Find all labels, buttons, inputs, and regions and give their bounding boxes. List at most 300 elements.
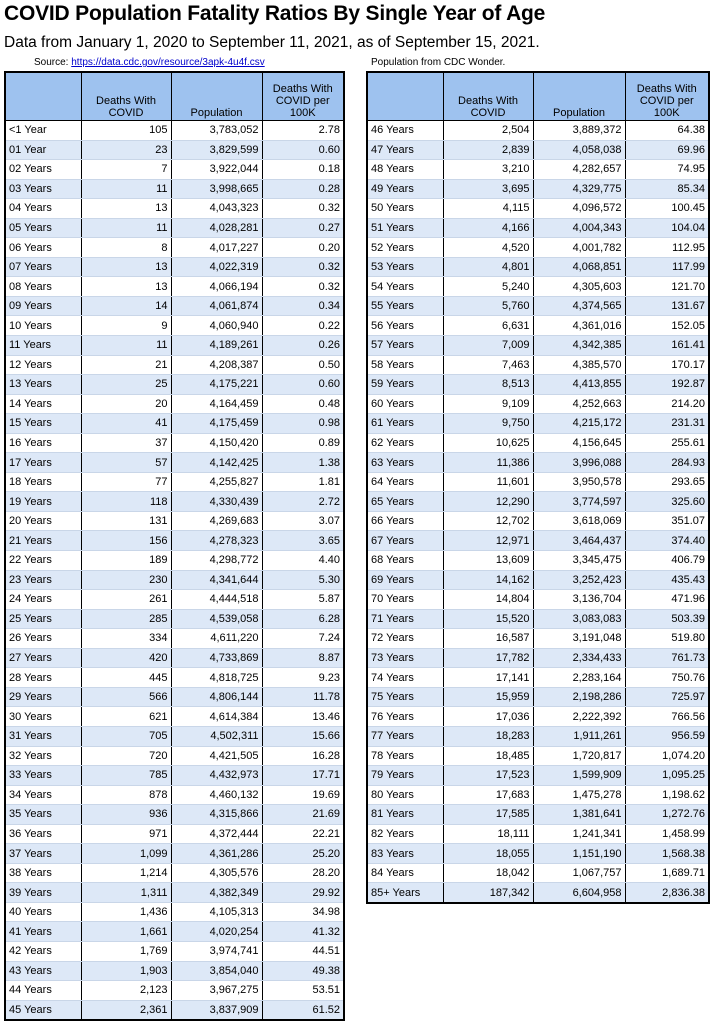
population-cell: 4,001,782 [533,238,625,258]
table-row [5,453,344,473]
age-cell: 46 Years [367,121,443,141]
table-row [367,160,709,180]
deaths-cell: 17,036 [443,707,533,727]
deaths-cell: 566 [81,687,171,707]
age-cell: 37 Years [5,844,81,864]
rate-cell: 503.39 [625,609,709,629]
deaths-cell: 2,361 [81,1000,171,1020]
population-cell: 4,733,869 [171,648,262,668]
population-cell: 4,150,420 [171,433,262,453]
table-row [5,551,344,571]
age-cell: 71 Years [367,609,443,629]
table-row [5,199,344,219]
population-cell: 4,156,645 [533,433,625,453]
deaths-cell: 9,109 [443,394,533,414]
rate-cell: 1.38 [262,453,344,473]
population-cell: 4,017,227 [171,238,262,258]
rate-cell: 2.72 [262,492,344,512]
table-row [5,785,344,805]
table-row [5,824,344,844]
table-row [5,629,344,649]
population-cell: 3,889,372 [533,121,625,141]
table-row [367,531,709,551]
table-row [5,844,344,864]
rate-cell: 766.56 [625,707,709,727]
table-row [5,707,344,727]
population-cell: 3,996,088 [533,453,625,473]
table-row [5,277,344,297]
population-cell: 4,413,855 [533,375,625,395]
deaths-cell: 41 [81,414,171,434]
age-cell: 76 Years [367,707,443,727]
deaths-cell: 1,099 [81,844,171,864]
population-cell: 4,385,570 [533,355,625,375]
population-cell: 4,208,387 [171,355,262,375]
table-row [5,609,344,629]
population-cell: 1,911,261 [533,726,625,746]
table-row [367,668,709,688]
rate-cell: 4.40 [262,551,344,571]
age-cell: 53 Years [367,257,443,277]
population-cell: 4,068,851 [533,257,625,277]
deaths-cell: 7 [81,160,171,180]
rate-cell: 28.20 [262,863,344,883]
deaths-cell: 3,210 [443,160,533,180]
age-cell: 01 Year [5,140,81,160]
deaths-cell: 705 [81,726,171,746]
population-cell: 4,298,772 [171,551,262,571]
table-row [5,902,344,922]
deaths-cell: 285 [81,609,171,629]
deaths-cell: 10,625 [443,433,533,453]
population-cell: 4,282,657 [533,160,625,180]
population-cell: 1,599,909 [533,766,625,786]
age-cell: 80 Years [367,785,443,805]
age-cell: 74 Years [367,668,443,688]
deaths-cell: 18,055 [443,844,533,864]
rate-cell: 519.80 [625,629,709,649]
deaths-cell: 11 [81,218,171,238]
age-cell: 06 Years [5,238,81,258]
rate-cell: 170.17 [625,355,709,375]
deaths-cell: 14,162 [443,570,533,590]
table-row [5,863,344,883]
table-row [5,472,344,492]
rate-cell: 6.28 [262,609,344,629]
rate-cell: 956.59 [625,726,709,746]
age-cell: 56 Years [367,316,443,336]
deaths-column-header: Deaths With COVID [443,72,533,121]
table-row [5,766,344,786]
population-cell: 4,806,144 [171,687,262,707]
population-cell: 4,004,343 [533,218,625,238]
deaths-cell: 17,782 [443,648,533,668]
deaths-cell: 1,661 [81,922,171,942]
population-cell: 4,061,874 [171,296,262,316]
source-link[interactable]: https://data.cdc.gov/resource/3apk-4u4f.csv [71,57,265,68]
population-cell: 4,142,425 [171,453,262,473]
table-row [367,648,709,668]
rate-cell: 761.73 [625,648,709,668]
deaths-cell: 13,609 [443,551,533,571]
table-row [367,199,709,219]
age-cell: 14 Years [5,394,81,414]
table-row [367,218,709,238]
population-cell: 3,252,423 [533,570,625,590]
population-cell: 4,421,505 [171,746,262,766]
deaths-cell: 1,214 [81,863,171,883]
age-cell: 47 Years [367,140,443,160]
table-row [367,824,709,844]
population-cell: 3,974,741 [171,941,262,961]
age-cell: 60 Years [367,394,443,414]
population-cell: 4,255,827 [171,472,262,492]
deaths-cell: 11,386 [443,453,533,473]
fatality-table-left [4,71,345,1021]
rate-cell: 0.22 [262,316,344,336]
age-cell: 79 Years [367,766,443,786]
deaths-cell: 9 [81,316,171,336]
table-row [367,433,709,453]
population-cell: 4,818,725 [171,668,262,688]
deaths-cell: 5,760 [443,296,533,316]
rate-cell: 0.89 [262,433,344,453]
table-row [367,570,709,590]
table-row [5,648,344,668]
rate-cell: 131.67 [625,296,709,316]
population-cell: 4,028,281 [171,218,262,238]
rate-cell: 374.40 [625,531,709,551]
rate-cell: 750.76 [625,668,709,688]
table-row [5,1000,344,1020]
population-cell: 4,374,565 [533,296,625,316]
table-row [367,629,709,649]
population-cell: 1,151,190 [533,844,625,864]
population-cell: 2,222,392 [533,707,625,727]
age-cell: 26 Years [5,629,81,649]
age-cell: 73 Years [367,648,443,668]
table-header-row [367,72,709,121]
deaths-cell: 187,342 [443,883,533,903]
population-cell: 4,361,286 [171,844,262,864]
source-line [34,57,265,68]
population-cell: 3,136,704 [533,590,625,610]
table-row [5,238,344,258]
population-cell: 3,950,578 [533,472,625,492]
age-cell: 02 Years [5,160,81,180]
table-row [367,453,709,473]
table-row [367,687,709,707]
population-cell: 1,720,817 [533,746,625,766]
deaths-cell: 57 [81,453,171,473]
table-row [367,707,709,727]
rate-cell: 117.99 [625,257,709,277]
deaths-cell: 131 [81,511,171,531]
rate-cell: 255.61 [625,433,709,453]
table-row [5,414,344,434]
table-row [367,375,709,395]
age-cell: 36 Years [5,824,81,844]
deaths-cell: 4,801 [443,257,533,277]
age-cell: 52 Years [367,238,443,258]
rate-cell: 0.60 [262,375,344,395]
age-column-header [5,72,81,121]
rate-cell: 1,095.25 [625,766,709,786]
deaths-cell: 971 [81,824,171,844]
deaths-cell: 1,769 [81,941,171,961]
age-cell: <1 Year [5,121,81,141]
table-row [5,375,344,395]
age-cell: 72 Years [367,629,443,649]
rate-cell: 1,568.38 [625,844,709,864]
population-cell: 3,967,275 [171,981,262,1001]
deaths-cell: 12,971 [443,531,533,551]
population-cell: 1,241,341 [533,824,625,844]
population-cell: 1,475,278 [533,785,625,805]
rate-cell: 2,836.38 [625,883,709,903]
rate-cell: 8.87 [262,648,344,668]
deaths-cell: 13 [81,257,171,277]
deaths-cell: 785 [81,766,171,786]
deaths-cell: 18,042 [443,863,533,883]
table-row [367,414,709,434]
age-cell: 48 Years [367,160,443,180]
deaths-cell: 7,463 [443,355,533,375]
population-cell: 2,334,433 [533,648,625,668]
age-cell: 51 Years [367,218,443,238]
population-cell: 4,330,439 [171,492,262,512]
page-title: COVID Population Fatality Ratios By Single Year of Age [4,2,546,25]
population-cell: 3,464,437 [533,531,625,551]
population-cell: 4,611,220 [171,629,262,649]
rate-cell: 3.07 [262,511,344,531]
deaths-cell: 17,523 [443,766,533,786]
table-row [5,355,344,375]
rate-cell: 1.81 [262,472,344,492]
age-cell: 40 Years [5,902,81,922]
population-cell: 4,539,058 [171,609,262,629]
population-cell: 4,342,385 [533,336,625,356]
deaths-cell: 5,240 [443,277,533,297]
table-row [367,883,709,903]
age-cell: 32 Years [5,746,81,766]
deaths-cell: 11 [81,179,171,199]
population-cell: 4,460,132 [171,785,262,805]
rate-cell: 49.38 [262,961,344,981]
deaths-cell: 621 [81,707,171,727]
deaths-cell: 13 [81,199,171,219]
deaths-cell: 8,513 [443,375,533,395]
population-cell: 4,269,683 [171,511,262,531]
deaths-cell: 4,115 [443,199,533,219]
deaths-cell: 2,123 [81,981,171,1001]
rate-cell: 325.60 [625,492,709,512]
age-cell: 41 Years [5,922,81,942]
rate-cell: 0.28 [262,179,344,199]
population-source-note: Population from CDC Wonder. [371,57,506,68]
population-column-header: Population [171,72,262,121]
age-cell: 08 Years [5,277,81,297]
population-cell: 4,305,603 [533,277,625,297]
table-row [367,472,709,492]
age-cell: 23 Years [5,570,81,590]
age-cell: 38 Years [5,863,81,883]
age-cell: 75 Years [367,687,443,707]
table-row [5,746,344,766]
table-row [367,121,709,141]
population-cell: 3,783,052 [171,121,262,141]
rate-cell: 100.45 [625,199,709,219]
population-cell: 3,837,909 [171,1000,262,1020]
rate-cell: 0.32 [262,257,344,277]
rate-cell: 351.07 [625,511,709,531]
table-row [5,961,344,981]
rate-cell: 74.95 [625,160,709,180]
table-row [367,590,709,610]
rate-cell: 3.65 [262,531,344,551]
rate-cell: 0.34 [262,296,344,316]
rate-cell: 0.98 [262,414,344,434]
age-cell: 25 Years [5,609,81,629]
table-row [367,238,709,258]
population-cell: 4,432,973 [171,766,262,786]
deaths-cell: 17,585 [443,805,533,825]
table-row [367,844,709,864]
population-cell: 3,191,048 [533,629,625,649]
age-cell: 67 Years [367,531,443,551]
rate-cell: 1,272.76 [625,805,709,825]
age-cell: 84 Years [367,863,443,883]
age-cell: 49 Years [367,179,443,199]
table-row [5,981,344,1001]
rate-cell: 0.48 [262,394,344,414]
population-cell: 4,043,323 [171,199,262,219]
age-cell: 69 Years [367,570,443,590]
rate-cell: 104.04 [625,218,709,238]
population-cell: 4,105,313 [171,902,262,922]
deaths-cell: 14 [81,296,171,316]
rate-cell: 16.28 [262,746,344,766]
rate-cell: 7.24 [262,629,344,649]
population-cell: 4,164,459 [171,394,262,414]
rate-cell: 25.20 [262,844,344,864]
deaths-cell: 18,111 [443,824,533,844]
age-cell: 04 Years [5,199,81,219]
deaths-cell: 12,290 [443,492,533,512]
age-cell: 50 Years [367,199,443,219]
deaths-cell: 77 [81,472,171,492]
age-cell: 12 Years [5,355,81,375]
table-row [367,785,709,805]
rate-cell: 69.96 [625,140,709,160]
table-row [367,316,709,336]
rate-cell: 0.26 [262,336,344,356]
table-row [5,726,344,746]
age-cell: 24 Years [5,590,81,610]
age-cell: 22 Years [5,551,81,571]
rate-cell: 214.20 [625,394,709,414]
age-cell: 57 Years [367,336,443,356]
rate-cell: 0.32 [262,277,344,297]
population-cell: 6,604,958 [533,883,625,903]
table-row [367,766,709,786]
rate-cell: 34.98 [262,902,344,922]
deaths-cell: 2,504 [443,121,533,141]
table-row [367,511,709,531]
deaths-cell: 15,959 [443,687,533,707]
deaths-cell: 15,520 [443,609,533,629]
deaths-cell: 9,750 [443,414,533,434]
rate-cell: 17.71 [262,766,344,786]
table-row [5,121,344,141]
population-cell: 4,058,038 [533,140,625,160]
deaths-column-header: Deaths With COVID [81,72,171,121]
rate-cell: 0.32 [262,199,344,219]
deaths-cell: 105 [81,121,171,141]
age-cell: 34 Years [5,785,81,805]
rate-cell: 9.23 [262,668,344,688]
population-cell: 4,444,518 [171,590,262,610]
deaths-cell: 4,520 [443,238,533,258]
population-cell: 3,083,083 [533,609,625,629]
table-row [5,570,344,590]
table-row [5,296,344,316]
population-cell: 3,345,475 [533,551,625,571]
table-row [367,863,709,883]
rate-cell: 29.92 [262,883,344,903]
rate-cell: 61.52 [262,1000,344,1020]
age-cell: 66 Years [367,511,443,531]
deaths-cell: 18,283 [443,726,533,746]
table-row [5,883,344,903]
population-cell: 4,252,663 [533,394,625,414]
age-cell: 29 Years [5,687,81,707]
age-column-header [367,72,443,121]
table-row [5,531,344,551]
rate-cell: 5.87 [262,590,344,610]
table-row [5,433,344,453]
table-row [5,257,344,277]
table-row [5,805,344,825]
deaths-cell: 878 [81,785,171,805]
population-cell: 4,372,444 [171,824,262,844]
population-cell: 4,305,576 [171,863,262,883]
table-row [367,277,709,297]
deaths-cell: 20 [81,394,171,414]
rate-cell: 1,689.71 [625,863,709,883]
rate-column-header: Deaths With COVID per 100K [625,72,709,121]
age-cell: 68 Years [367,551,443,571]
population-column-header: Population [533,72,625,121]
age-cell: 65 Years [367,492,443,512]
table-row [367,394,709,414]
deaths-cell: 17,683 [443,785,533,805]
rate-cell: 85.34 [625,179,709,199]
age-cell: 82 Years [367,824,443,844]
deaths-cell: 334 [81,629,171,649]
rate-cell: 41.32 [262,922,344,942]
age-cell: 31 Years [5,726,81,746]
deaths-cell: 8 [81,238,171,258]
table-row [367,551,709,571]
age-cell: 43 Years [5,961,81,981]
rate-cell: 22.21 [262,824,344,844]
table-row [5,316,344,336]
age-cell: 83 Years [367,844,443,864]
deaths-cell: 17,141 [443,668,533,688]
age-cell: 11 Years [5,336,81,356]
population-cell: 4,361,016 [533,316,625,336]
